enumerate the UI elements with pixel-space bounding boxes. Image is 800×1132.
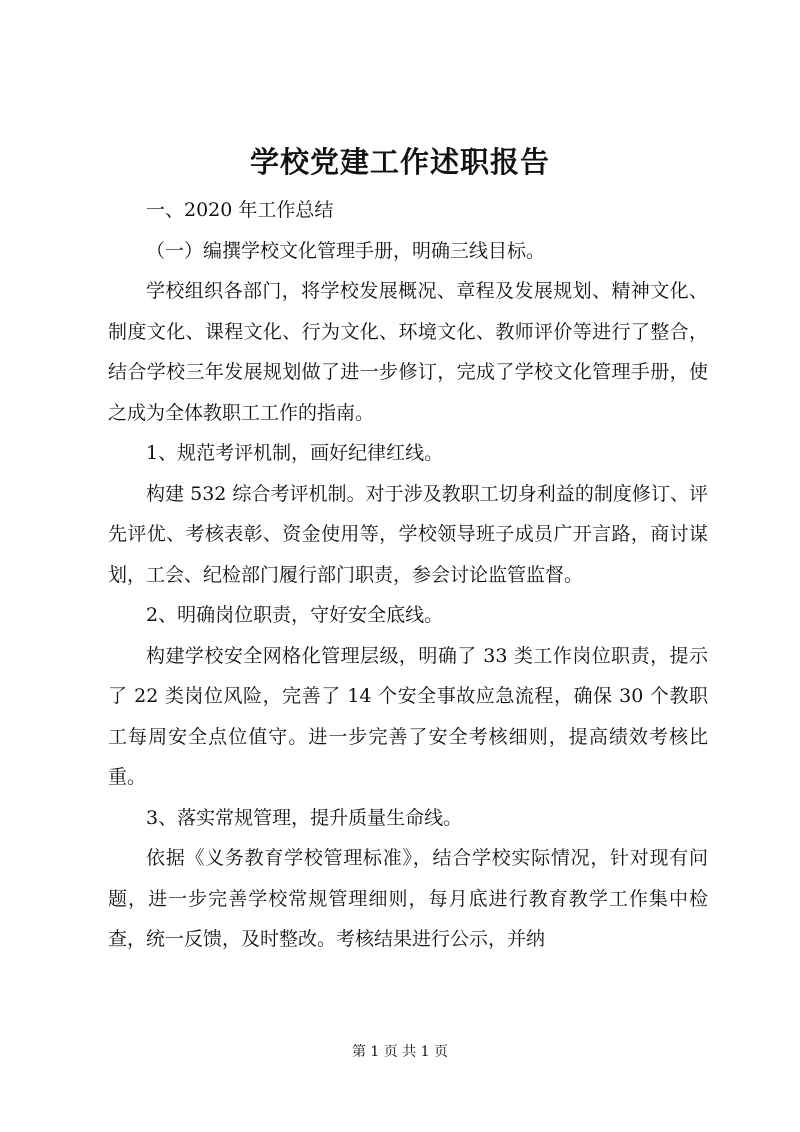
item-heading: 2、明确岗位职责，守好安全底线。 [146,604,444,626]
body-paragraph: 构建 532 综合考评机制。对于涉及教职工切身利益的制度修订、评先评优、考核表彰、资金使用等，学校领导班子成员广开言路，商讨谋划，工会、纪检部门履行部门职责，参会讨论监管监督。 [108,482,708,586]
document-body [108,190,708,960]
body-paragraph: 构建学校安全网格化管理层级，明确了 33 类工作岗位职责，提示了 22 类岗位风险，完善了 14 个安全事故应急流程，确保 30 个教职工每周安全点位值守。进一步完善了安全考核细则，提高绩效考核比重。 [108,644,708,788]
body-paragraph: 依据《义务教育学校管理标准》，结合学校实际情况，针对现有问题，进一步完善学校常规管理细则，每月底进行教育教学工作集中检查，统一反馈，及时整改。考核结果进行公示，并纳 [108,847,708,950]
item-heading: 1、规范考评机制，画好纪律红线。 [146,442,444,464]
page-footer: 第 1 页 共 1 页 [351,1044,449,1060]
document-title: 学校党建工作述职报告 [249,145,550,179]
body-paragraph: 学校组织各部门，将学校发展概况、章程及发展规划、精神文化、制度文化、课程文化、行为文化、环境文化、教师评价等进行了整合，结合学校三年发展规划做了进一步修订，完成了学校文化管理手册，使之成为全体教职工工作的指南。 [108,280,708,424]
section-heading: 一、2020 年工作总结 [146,199,334,221]
item-heading: 3、落实常规管理，提升质量生命线。 [146,806,463,829]
subsection-heading: （一）编撰学校文化管理手册，明确三线目标。 [146,239,546,262]
